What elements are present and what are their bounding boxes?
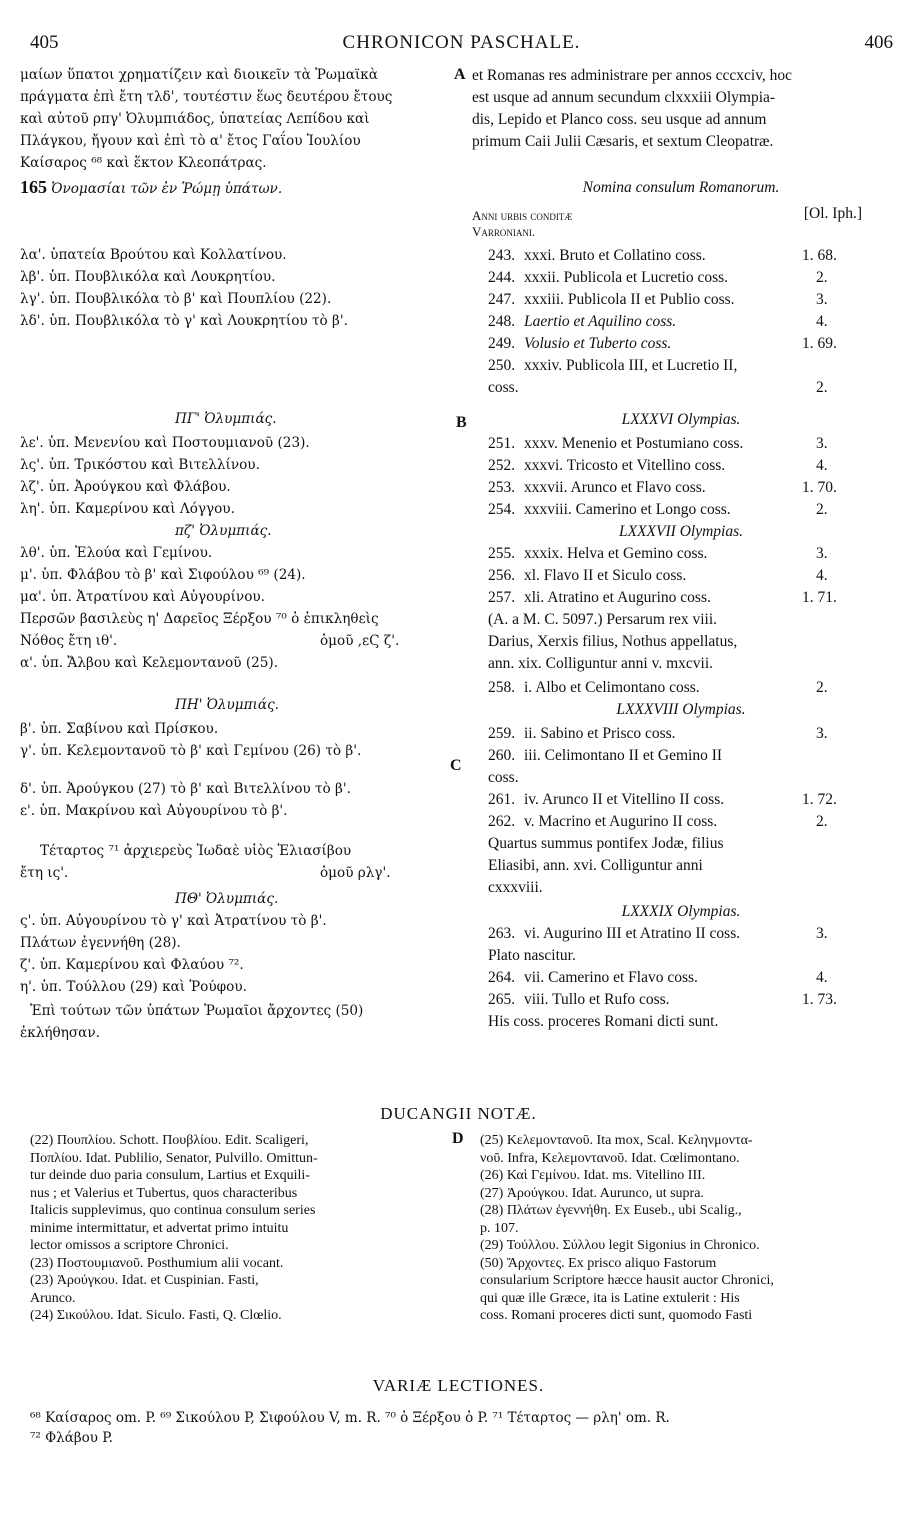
greek-consul-line: δ'. ὑπ. Ἀρούγκου (27) τὸ β' καὶ Βιτελλίνου τὸ β'. bbox=[20, 781, 351, 797]
olympiad-year: 2. bbox=[816, 813, 828, 830]
greek-consul-line: λβ'. ὑπ. Πουβλικόλα καὶ Λουκρητίου. bbox=[20, 269, 276, 285]
page-number-left: 405 bbox=[30, 32, 59, 53]
year-number: 255. bbox=[488, 545, 516, 562]
olympiad-year: 3. bbox=[816, 925, 828, 942]
note-line: (28) Πλάτων ἐγεννήθη. Ex Euseb., ubi Scalig., bbox=[480, 1203, 742, 1218]
consul-text: ann. xix. Colliguntur anni v. mxcvii. bbox=[488, 655, 714, 672]
greek-consul-line: γ'. ὑπ. Κελεμοντανοῦ τὸ β' καὶ Γεμίνου (26) τὸ β'. bbox=[20, 743, 362, 759]
latin-col-head: Anni urbis conditæ bbox=[472, 208, 573, 223]
greek-intro-line: καὶ αὐτοῦ ρπγ' Ὀλυμπιάδος, ὑπατείας Λεπίδου καὶ bbox=[20, 111, 370, 127]
olympiad-year: 1. 72. bbox=[802, 791, 837, 808]
note-line: coss. Romani proceres dicti sunt, quomodo Fasti bbox=[480, 1308, 753, 1323]
year-number: 243. bbox=[488, 247, 516, 264]
olympiad-year: 1. 73. bbox=[802, 991, 837, 1008]
consul-text: xxxvii. Arunco et Flavo coss. bbox=[524, 479, 706, 496]
note-line: (22) Πουπλίου. Schott. Πουβλίου. Edit. Scaligeri, bbox=[30, 1133, 309, 1148]
consul-text: ii. Sabino et Prisco coss. bbox=[524, 725, 676, 742]
greek-section-heading bbox=[20, 176, 282, 201]
olympiad-year: 4. bbox=[816, 969, 828, 986]
greek-consul-line: λε'. ὑπ. Μενενίου καὶ Ποστουμιανοῦ (23). bbox=[20, 435, 310, 451]
note-line: Italicis supplevimus, quo continua consulum series bbox=[30, 1203, 316, 1218]
consul-text: xxxii. Publicola et Lucretio coss. bbox=[524, 269, 729, 286]
year-number: 263. bbox=[488, 925, 516, 942]
year-number: 249. bbox=[488, 335, 516, 352]
consul-text: xxxi. Bruto et Collatino coss. bbox=[524, 247, 706, 264]
year-number: 259. bbox=[488, 725, 516, 742]
consul-text: xxxiv. Publicola III, et Lucretio II, bbox=[524, 357, 738, 374]
page-number-right: 406 bbox=[864, 32, 893, 53]
year-number: 244. bbox=[488, 269, 516, 286]
greek-consul-line: λδ'. ὑπ. Πουβλικόλα τὸ γ' καὶ Λουκρητίου τὸ β'. bbox=[20, 313, 348, 329]
greek-consul-line: λα'. ὑπατεία Βρούτου καὶ Κολλατίνου. bbox=[20, 247, 287, 263]
greek-consul-line: ἐκλήθησαν. bbox=[20, 1025, 100, 1041]
latin-intro-line: primum Caii Julii Cæsaris, et sextum Cleopatræ. bbox=[472, 133, 774, 150]
greek-consul-line: ὁμοῦ ,εϚ ζ'. bbox=[320, 633, 400, 649]
consul-text: iii. Celimontano II et Gemino II bbox=[524, 747, 723, 764]
greek-olympiad-heading: ΠΘ' Ὀλυμπιάς. bbox=[175, 891, 279, 907]
olympiad-year: 3. bbox=[816, 435, 828, 452]
olympiad-year: 2. bbox=[816, 679, 828, 696]
olympiad-year: 2. bbox=[816, 379, 828, 396]
consul-text: viii. Tullo et Rufo coss. bbox=[524, 991, 670, 1008]
consul-text: vi. Augurino III et Atratino II coss. bbox=[524, 925, 741, 942]
consul-text: i. Albo et Celimontano coss. bbox=[524, 679, 700, 696]
note-line: tur deinde duo paria consulum, Lartius et Exquili- bbox=[30, 1168, 310, 1183]
note-line: lector omissos a scriptore Chronici. bbox=[30, 1238, 229, 1253]
greek-intro-line: μαίων ὕπατοι χρηματίζειν καὶ διοικεῖν τὰ Ῥωμαϊκὰ bbox=[20, 67, 378, 83]
note-line: Arunco. bbox=[30, 1290, 76, 1306]
variae-line: ⁷² Φλάβου P. bbox=[30, 1430, 113, 1446]
olympiad-year: 1. 71. bbox=[802, 589, 837, 606]
consul-text: xxxix. Helva et Gemino coss. bbox=[524, 545, 708, 562]
greek-consul-line: λς'. ὑπ. Τρικόστου καὶ Βιτελλίνου. bbox=[20, 457, 260, 473]
consul-text: Darius, Xerxis filius, Nothus appellatus, bbox=[488, 633, 738, 650]
consul-text: xl. Flavo II et Siculo coss. bbox=[524, 567, 687, 584]
olympiad-year: 4. bbox=[816, 567, 828, 584]
greek-consul-line: Τέταρτος ⁷¹ ἀρχιερεὺς Ἰωδαὲ υἱὸς Ἐλιασίβου bbox=[40, 843, 352, 859]
page-title: CHRONICON PASCHALE. bbox=[342, 32, 581, 53]
consul-text: (A. a M. C. 5097.) Persarum rex viii. bbox=[488, 611, 718, 628]
greek-consul-line: α'. ὑπ. Ἄλβου καὶ Κελεμοντανοῦ (25). bbox=[20, 655, 279, 671]
greek-consul-line: Νόθος ἔτη ιθ'. bbox=[20, 633, 118, 649]
greek-consul-line: ἔτη ις'. bbox=[20, 865, 69, 881]
olympiad-year: 3. bbox=[816, 545, 828, 562]
latin-col-head-ol: [Ol. Iph.] bbox=[803, 205, 862, 222]
year-number: 261. bbox=[488, 791, 516, 808]
note-line: (29) Τούλλου. Σύλλου legit Sigonius in Chronico. bbox=[480, 1238, 760, 1253]
notes-right bbox=[480, 1132, 898, 1325]
consul-text: Plato nascitur. bbox=[488, 947, 576, 964]
consul-text: xxxv. Menenio et Postumiano coss. bbox=[524, 435, 744, 452]
olympiad-year: 2. bbox=[816, 269, 828, 286]
note-line: (24) Σικούλου. Idat. Siculo. Fasti, Q. Clœlio. bbox=[30, 1308, 282, 1323]
olympiad-label: LXXXVIII Olympias. bbox=[616, 701, 746, 718]
greek-consul-line: λθ'. ὑπ. Ἐλούα καὶ Γεμίνου. bbox=[20, 545, 213, 561]
year-number: 265. bbox=[488, 991, 516, 1008]
olympiad-year: 3. bbox=[816, 725, 828, 742]
running-header bbox=[30, 32, 893, 54]
year-number: 251. bbox=[488, 435, 516, 452]
note-line: qui quæ ille Græce, ita is Latine extulerit : His bbox=[480, 1290, 740, 1306]
year-number: 264. bbox=[488, 969, 516, 986]
latin-consul-list bbox=[472, 244, 890, 1084]
olympiad-label: LXXXVI Olympias. bbox=[621, 411, 741, 428]
note-line: (27) Ἀρούγκου. Idat. Aurunco, ut supra. bbox=[480, 1185, 704, 1201]
year-number: 252. bbox=[488, 457, 516, 474]
olympiad-label: LXXXVII Olympias. bbox=[619, 523, 743, 540]
year-number: 254. bbox=[488, 501, 516, 518]
variae-title: VARIÆ LECTIONES. bbox=[372, 1376, 545, 1395]
olympiad-year: 1. 68. bbox=[802, 247, 837, 264]
consul-text: xxxviii. Camerino et Longo coss. bbox=[524, 501, 731, 518]
greek-intro-line: Καίσαρος ⁶⁸ καὶ ἕκτον Κλεοπάτρας. bbox=[20, 155, 267, 171]
consul-text: xxxvi. Tricosto et Vitellino coss. bbox=[524, 457, 726, 474]
year-number: 260. bbox=[488, 747, 516, 764]
year-number: 256. bbox=[488, 567, 516, 584]
year-number: 248. bbox=[488, 313, 516, 330]
variae-lectiones bbox=[30, 1408, 893, 1448]
greek-consul-line: ὁμοῦ ρλγ'. bbox=[320, 865, 391, 881]
olympiad-year: 2. bbox=[816, 501, 828, 518]
note-line: p. 107. bbox=[480, 1220, 519, 1236]
note-line: (50) Ἄρχοντες. Ex prisco aliquo Fastorum bbox=[480, 1255, 717, 1271]
consul-text: cxxxviii. bbox=[488, 879, 543, 896]
greek-consul-line: ε'. ὑπ. Μακρίνου καὶ Αὐγουρίνου τὸ β'. bbox=[20, 803, 288, 819]
greek-consul-line: ς'. ὑπ. Αὐγουρίνου τὸ γ' καὶ Ἀτρατίνου τὸ β'. bbox=[20, 913, 327, 929]
greek-consul-list bbox=[20, 244, 465, 1084]
note-line: νοῦ. Infra, Κελεμοντανοῦ. Idat. Cœlimontano. bbox=[480, 1150, 740, 1166]
greek-heading-text: Ὀνομασίαι τῶν ἐν Ῥώμῃ ὑπάτων. bbox=[51, 181, 283, 197]
olympiad-year: 4. bbox=[816, 313, 828, 330]
note-line: (23) Ἀρούγκου. Idat. et Cuspinian. Fasti, bbox=[30, 1273, 259, 1288]
latin-intro-line: et Romanas res administrare per annos cccxciv, hoc bbox=[472, 67, 793, 84]
latin-intro-line: est usque ad annum secundum clxxxiii Olympia- bbox=[472, 89, 776, 106]
consul-text: coss. bbox=[488, 769, 519, 786]
year-number: 250. bbox=[488, 357, 516, 374]
greek-consul-line: Πλάτων ἐγεννήθη (28). bbox=[20, 935, 181, 951]
note-line: (23) Ποστουμιανοῦ. Posthumium alii vocant. bbox=[30, 1255, 284, 1271]
latin-intro-line: dis, Lepido et Planco coss. seu usque ad annum bbox=[472, 111, 767, 128]
greek-olympiad-heading: πζ' Ὀλυμπιάς. bbox=[175, 523, 272, 539]
olympiad-year: 4. bbox=[816, 457, 828, 474]
notes-left bbox=[30, 1132, 458, 1325]
variae-line: ⁶⁸ Καίσαρος om. P. ⁶⁹ Σικούλου P, Σιφούλου V, m. R. ⁷⁰ ὁ Ξέρξου ὁ P. ⁷¹ Τέταρτος — ρλη' om. R. bbox=[30, 1410, 670, 1426]
greek-consul-line: λγ'. ὑπ. Πουβλικόλα τὸ β' καὶ Πουπλίου (22). bbox=[20, 291, 332, 307]
consul-text: Volusio et Tuberto coss. bbox=[524, 335, 672, 352]
note-line: (26) Καὶ Γεμίνου. Idat. ms. Vitellino III. bbox=[480, 1168, 706, 1183]
latin-heading: Nomina consulum Romanorum. bbox=[582, 179, 780, 196]
olympiad-year: 3. bbox=[816, 291, 828, 308]
consul-text: xli. Atratino et Augurino coss. bbox=[524, 589, 711, 606]
consul-text: Laertio et Aquilino coss. bbox=[524, 313, 677, 330]
consul-text: vii. Camerino et Flavo coss. bbox=[524, 969, 698, 986]
year-number: 262. bbox=[488, 813, 516, 830]
note-line: minime intermittatur, et advertat primo intuitu bbox=[30, 1220, 289, 1236]
greek-intro-line: Πλάγκου, ἤγουν καὶ ἐπὶ τὸ α' ἔτος Γαΐου Ἰουλίου bbox=[20, 133, 361, 149]
olympiad-year: 1. 70. bbox=[802, 479, 837, 496]
note-line: consularium Scriptore hæcce hausit auctor Chronici, bbox=[480, 1273, 774, 1288]
consul-text: His coss. proceres Romani dicti sunt. bbox=[488, 1013, 719, 1030]
consul-text: Eliasibi, ann. xvi. Colliguntur anni bbox=[488, 857, 703, 874]
margin-letter-b: B bbox=[456, 414, 467, 431]
consul-text: Quartus summus pontifex Jodæ, filius bbox=[488, 835, 724, 852]
greek-consul-line: η'. ὑπ. Τούλλου (29) καὶ Ῥούφου. bbox=[20, 979, 247, 995]
greek-intro-line: πράγματα ἐπὶ ἔτη τλδ', τουτέστιν ἕως δευτέρου ἔτους bbox=[20, 89, 393, 105]
year-number: 258. bbox=[488, 679, 516, 696]
margin-letter-d: D bbox=[452, 1130, 464, 1147]
greek-consul-line: λζ'. ὑπ. Ἀρούγκου καὶ Φλάβου. bbox=[20, 479, 231, 495]
year-number: 247. bbox=[488, 291, 516, 308]
greek-consul-line: β'. ὑπ. Σαβίνου καὶ Πρίσκου. bbox=[20, 721, 219, 737]
margin-letter-a: A bbox=[454, 66, 466, 83]
latin-col-head-sub: Varroniani. bbox=[472, 224, 536, 239]
year-number: 253. bbox=[488, 479, 516, 496]
margin-letter-c: C bbox=[450, 757, 462, 774]
year-number: 257. bbox=[488, 589, 516, 606]
section-number: 165 bbox=[20, 177, 47, 197]
olympiad-year: 1. 69. bbox=[802, 335, 837, 352]
notes-title: DUCANGII NOTÆ. bbox=[380, 1104, 537, 1123]
greek-consul-line: μα'. ὑπ. Ἀτρατίνου καὶ Αὐγουρίνου. bbox=[20, 589, 265, 605]
greek-consul-line: Ἐπὶ τούτων τῶν ὑπάτων Ῥωμαῖοι ἄρχοντες (50) bbox=[30, 1003, 364, 1019]
greek-olympiad-heading: ΠΓ' Ὀλυμπιάς. bbox=[175, 411, 277, 427]
note-line: Ποπλίου. Idat. Publilio, Senator, Pulvillo. Omittun- bbox=[30, 1150, 318, 1166]
note-line: nus ; et Valerius et Tubertus, quos characteribus bbox=[30, 1185, 298, 1201]
consul-text: xxxiii. Publicola II et Publio coss. bbox=[524, 291, 735, 308]
note-line: (25) Κελεμοντανοῦ. Ita mox, Scal. Κεληνμοντα- bbox=[480, 1133, 753, 1148]
consul-text: v. Macrino et Augurino II coss. bbox=[524, 813, 718, 830]
greek-olympiad-heading: ΠΗ' Ὀλυμπιάς. bbox=[175, 697, 280, 713]
greek-consul-line: ζ'. ὑπ. Καμερίνου καὶ Φλαύου ⁷². bbox=[20, 957, 244, 973]
consul-text: iv. Arunco II et Vitellino II coss. bbox=[524, 791, 725, 808]
greek-consul-line: λη'. ὑπ. Καμερίνου καὶ Λόγγου. bbox=[20, 501, 235, 517]
olympiad-label: LXXXIX Olympias. bbox=[621, 903, 741, 920]
greek-consul-line: Περσῶν βασιλεὺς η' Δαρεῖος Ξέρξου ⁷⁰ ὁ ἐπικληθεὶς bbox=[20, 611, 379, 627]
consul-text: coss. bbox=[488, 379, 519, 396]
greek-consul-line: μ'. ὑπ. Φλάβου τὸ β' καὶ Σιφούλου ⁶⁹ (24). bbox=[20, 567, 306, 583]
